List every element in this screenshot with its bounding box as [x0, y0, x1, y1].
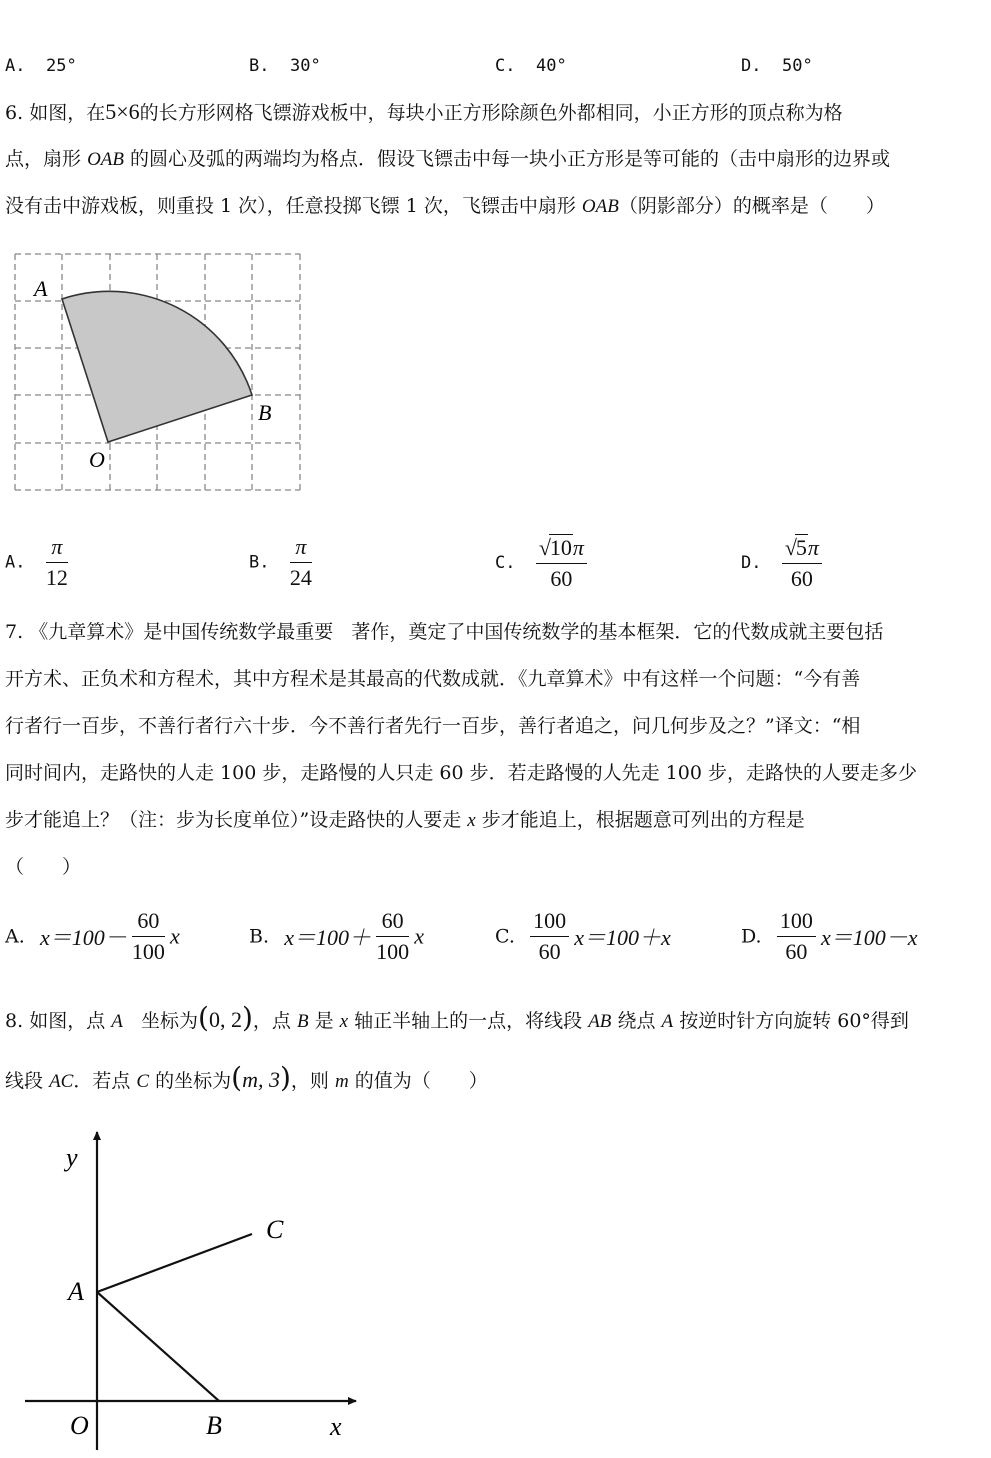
- q6-option-a[interactable]: A. $\frac{\pi}{12}$: [5, 534, 68, 590]
- q6-option-b[interactable]: B. $\frac{\pi}{24}$: [249, 534, 312, 590]
- q7-line-4: 同时间内，走路快的人走 100 步，走路慢的人只走 60 步．若走路慢的人先走 100 步，走路快的人要走多少: [5, 762, 917, 784]
- q8-label-a: A: [68, 1277, 84, 1306]
- q7-option-b[interactable]: B. x＝100＋ $\frac{60}{100}$ x: [249, 908, 424, 964]
- q6-label-b: B: [258, 400, 272, 425]
- q6-option-c-fraction: $\frac{√10\pi}{60}$: [536, 534, 587, 592]
- q6-shaded-sector: [62, 291, 252, 442]
- q7-line-6: （ ）: [5, 856, 82, 878]
- q5-option-a[interactable]: A. 25°: [5, 56, 77, 76]
- q7-line-2: 开方术、正负术和方程术，其中方程术是其最高的代数成就．《九章算术》中有这样一个问题：“今有善: [5, 668, 861, 690]
- q7-option-c[interactable]: C. $\frac{100}{60}$ x＝100＋x: [495, 908, 671, 964]
- q7-line-1: 7. 《九章算术》是中国传统数学最重要 著作，奠定了中国传统数学的基本框架．它的代数成就主要包括: [5, 621, 884, 643]
- q7-line-3: 行者行一百步，不善行者行六十步．今不善行者先行一百步，善行者追之，问几何步及之？”译文：“相: [5, 715, 861, 737]
- q6-option-d[interactable]: D. $\frac{√5\pi}{60}$: [741, 534, 822, 592]
- q6-line-1: 6. 如图，在5×6的长方形网格飞镖游戏板中，每块小正方形除颜色外都相同，小正方形的顶点称为格: [5, 99, 843, 124]
- q8-label-b: B: [206, 1411, 222, 1440]
- q6-label-a: A: [34, 276, 48, 301]
- q8-label-c: C: [266, 1215, 284, 1244]
- q7-line-5: 步才能追上？（注：步为长度单位）”设走路快的人要走 x 步才能追上，根据题意可列出的方程是: [5, 809, 805, 831]
- q8-coordinate-figure: [0, 1120, 380, 1456]
- q6-option-d-fraction: $\frac{√5\pi}{60}$: [782, 534, 822, 592]
- q7-option-d[interactable]: D. $\frac{100}{60}$ x＝100－x: [741, 908, 918, 964]
- q5-option-d[interactable]: D. 50°: [741, 56, 813, 76]
- q8-line-1: 8. 如图，点 A 坐标为(0, 2)，点 B 是 x 轴正半轴上的一点，将线段 AB 绕点 A 按逆时针方向旋转 60°得到: [5, 1001, 909, 1034]
- q6-line-3: 没有击中游戏板，则重投 1 次），任意投掷飞镖 1 次，飞镖击中扇形 OAB（阴影部分）的概率是（ ）: [5, 195, 885, 217]
- q8-segment-ab: [97, 1292, 219, 1401]
- q5-option-b[interactable]: B. 30°: [249, 56, 321, 76]
- q6-option-a-fraction: $\frac{\pi}{12}$: [45, 534, 68, 590]
- q6-option-c[interactable]: C. $\frac{√10\pi}{60}$: [495, 534, 587, 592]
- q8-line-2: 线段 AC．若点 C 的坐标为(m, 3)，则 m 的值为（ ）: [5, 1061, 488, 1094]
- q6-line-2: 点，扇形 OAB 的圆心及弧的两端均为格点．假设飞镖击中每一块小正方形是等可能的（击中扇形的边界或: [5, 148, 891, 170]
- q8-segment-ac: [97, 1234, 252, 1292]
- q8-label-y: y: [66, 1143, 78, 1172]
- q8-label-o: O: [70, 1411, 89, 1440]
- q8-label-x: x: [330, 1412, 342, 1441]
- q6-label-o: O: [89, 447, 105, 472]
- q5-option-c[interactable]: C. 40°: [495, 56, 567, 76]
- q7-option-a[interactable]: A. x＝100－ $\frac{60}{100}$ x: [5, 908, 180, 964]
- q6-option-b-fraction: $\frac{\pi}{24}$: [289, 534, 312, 590]
- q6-dartboard-figure: [0, 240, 320, 510]
